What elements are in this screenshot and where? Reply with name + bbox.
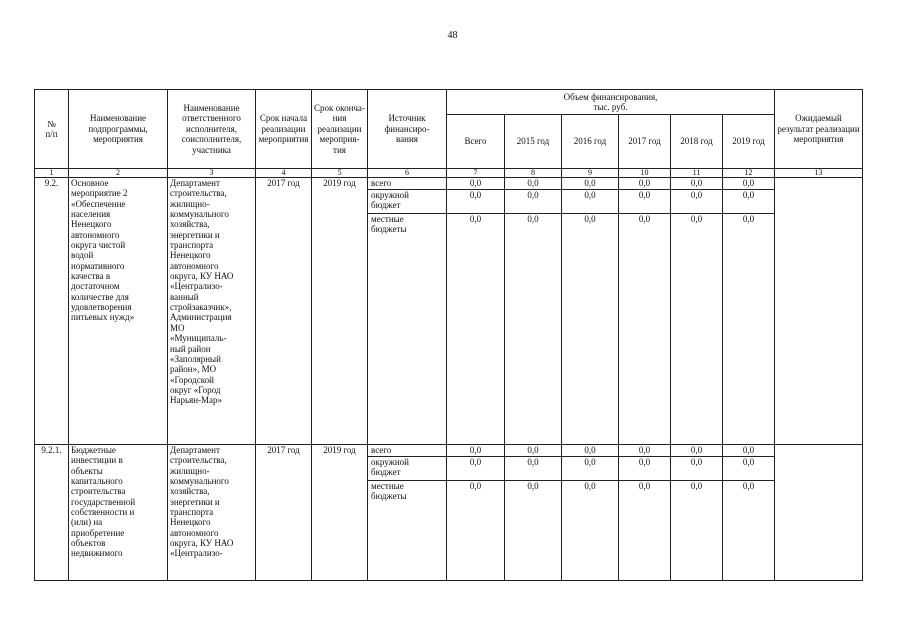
row-result [775, 445, 863, 581]
column-number: 6 [368, 169, 447, 178]
row-year-2019: 0,0 [723, 481, 775, 581]
header-end-date: Срок оконча- ния реализации мероприя- тия [312, 90, 368, 169]
column-number: 13 [775, 169, 863, 178]
row-total: 0,0 [447, 481, 505, 581]
header-year-2017: 2017 год [619, 115, 671, 169]
row-year-2016: 0,0 [562, 445, 619, 457]
header-year-2019: 2019 год [723, 115, 775, 169]
row-year-2019: 0,0 [723, 178, 775, 190]
header-responsible: Наименование ответственного исполнителя, соисполнителя, участника [168, 90, 256, 169]
row-total: 0,0 [447, 178, 505, 190]
row-year-2018: 0,0 [671, 445, 723, 457]
row-year-2015: 0,0 [505, 190, 562, 214]
header-name: Наименование подпрограммы, мероприятия [69, 90, 168, 169]
header-year-2015: 2015 год [505, 115, 562, 169]
row-year-2018: 0,0 [671, 214, 723, 445]
row-source: местные бюджеты [368, 481, 447, 581]
row-year-2015: 0,0 [505, 178, 562, 190]
row-number: 9.2.1. [35, 445, 69, 581]
row-source: всего [368, 445, 447, 457]
header-source: Источник финансиро- вания [368, 90, 447, 169]
row-responsible: Департамент строительства, жилищно- коммунального хозяйства, энергетики и транспорта Ненецкого автономного округа, КУ НАО «Централизо- ванный стройзаказчик», Администрация МО «Муниципаль- ный район «Заполярный район», МО «Городской округ «Город Нарьян-Мар» [168, 178, 256, 445]
row-year-2018: 0,0 [671, 190, 723, 214]
column-number: 1 [35, 169, 69, 178]
row-end-date: 2019 год [312, 445, 368, 581]
row-year-2017: 0,0 [619, 445, 671, 457]
row-total: 0,0 [447, 445, 505, 457]
header-total: Всего [447, 115, 505, 169]
financing-table [34, 89, 863, 581]
row-name: Основное мероприятие 2 «Обеспечение населения Ненецкого автономного округа чистой водой нормативного качества в достаточном количестве для удовлетворения питьевых нужд» [69, 178, 168, 445]
row-year-2017: 0,0 [619, 457, 671, 481]
header-financing: Объем финансирования, тыс. руб. [447, 90, 775, 115]
column-number: 8 [505, 169, 562, 178]
table-row [35, 178, 863, 190]
column-number: 2 [69, 169, 168, 178]
row-year-2018: 0,0 [671, 178, 723, 190]
page-number: 48 [447, 30, 458, 41]
row-year-2019: 0,0 [723, 445, 775, 457]
row-year-2017: 0,0 [619, 190, 671, 214]
row-year-2016: 0,0 [562, 214, 619, 445]
column-number: 3 [168, 169, 256, 178]
row-year-2016: 0,0 [562, 457, 619, 481]
row-year-2019: 0,0 [723, 214, 775, 445]
table-row [35, 445, 863, 457]
row-source: окружной бюджет [368, 190, 447, 214]
row-number: 9.2. [35, 178, 69, 445]
column-number: 10 [619, 169, 671, 178]
row-year-2016: 0,0 [562, 190, 619, 214]
header-num: № п/п [35, 90, 69, 169]
header-result: Ожидаемый результат реализации мероприятия [775, 90, 863, 169]
row-start-date: 2017 год [256, 178, 312, 445]
row-source: местные бюджеты [368, 214, 447, 445]
row-year-2019: 0,0 [723, 190, 775, 214]
column-number: 9 [562, 169, 619, 178]
row-year-2015: 0,0 [505, 481, 562, 581]
row-year-2017: 0,0 [619, 214, 671, 445]
row-year-2015: 0,0 [505, 457, 562, 481]
column-number: 5 [312, 169, 368, 178]
row-year-2016: 0,0 [562, 178, 619, 190]
row-year-2019: 0,0 [723, 457, 775, 481]
column-number: 12 [723, 169, 775, 178]
column-number: 4 [256, 169, 312, 178]
column-number: 11 [671, 169, 723, 178]
column-number: 7 [447, 169, 505, 178]
header-year-2016: 2016 год [562, 115, 619, 169]
row-year-2016: 0,0 [562, 481, 619, 581]
row-source: окружной бюджет [368, 457, 447, 481]
row-name: Бюджетные инвестиции в объекты капитального строительства государственной собственности и (или) на приобретение объектов недвижимого [69, 445, 168, 581]
row-year-2018: 0,0 [671, 481, 723, 581]
row-end-date: 2019 год [312, 178, 368, 445]
row-start-date: 2017 год [256, 445, 312, 581]
column-number-row [35, 169, 863, 178]
row-source: всего [368, 178, 447, 190]
row-year-2017: 0,0 [619, 481, 671, 581]
row-year-2017: 0,0 [619, 178, 671, 190]
row-result [775, 178, 863, 445]
row-year-2015: 0,0 [505, 214, 562, 445]
row-total: 0,0 [447, 214, 505, 445]
row-responsible: Департамент строительства, жилищно- коммунального хозяйства, энергетики и транспорта Ненецкого автономного округа, КУ НАО «Централизо- [168, 445, 256, 581]
row-total: 0,0 [447, 190, 505, 214]
header-start-date: Срок начала реализации мероприятия [256, 90, 312, 169]
row-total: 0,0 [447, 457, 505, 481]
header-year-2018: 2018 год [671, 115, 723, 169]
row-year-2018: 0,0 [671, 457, 723, 481]
row-year-2015: 0,0 [505, 445, 562, 457]
